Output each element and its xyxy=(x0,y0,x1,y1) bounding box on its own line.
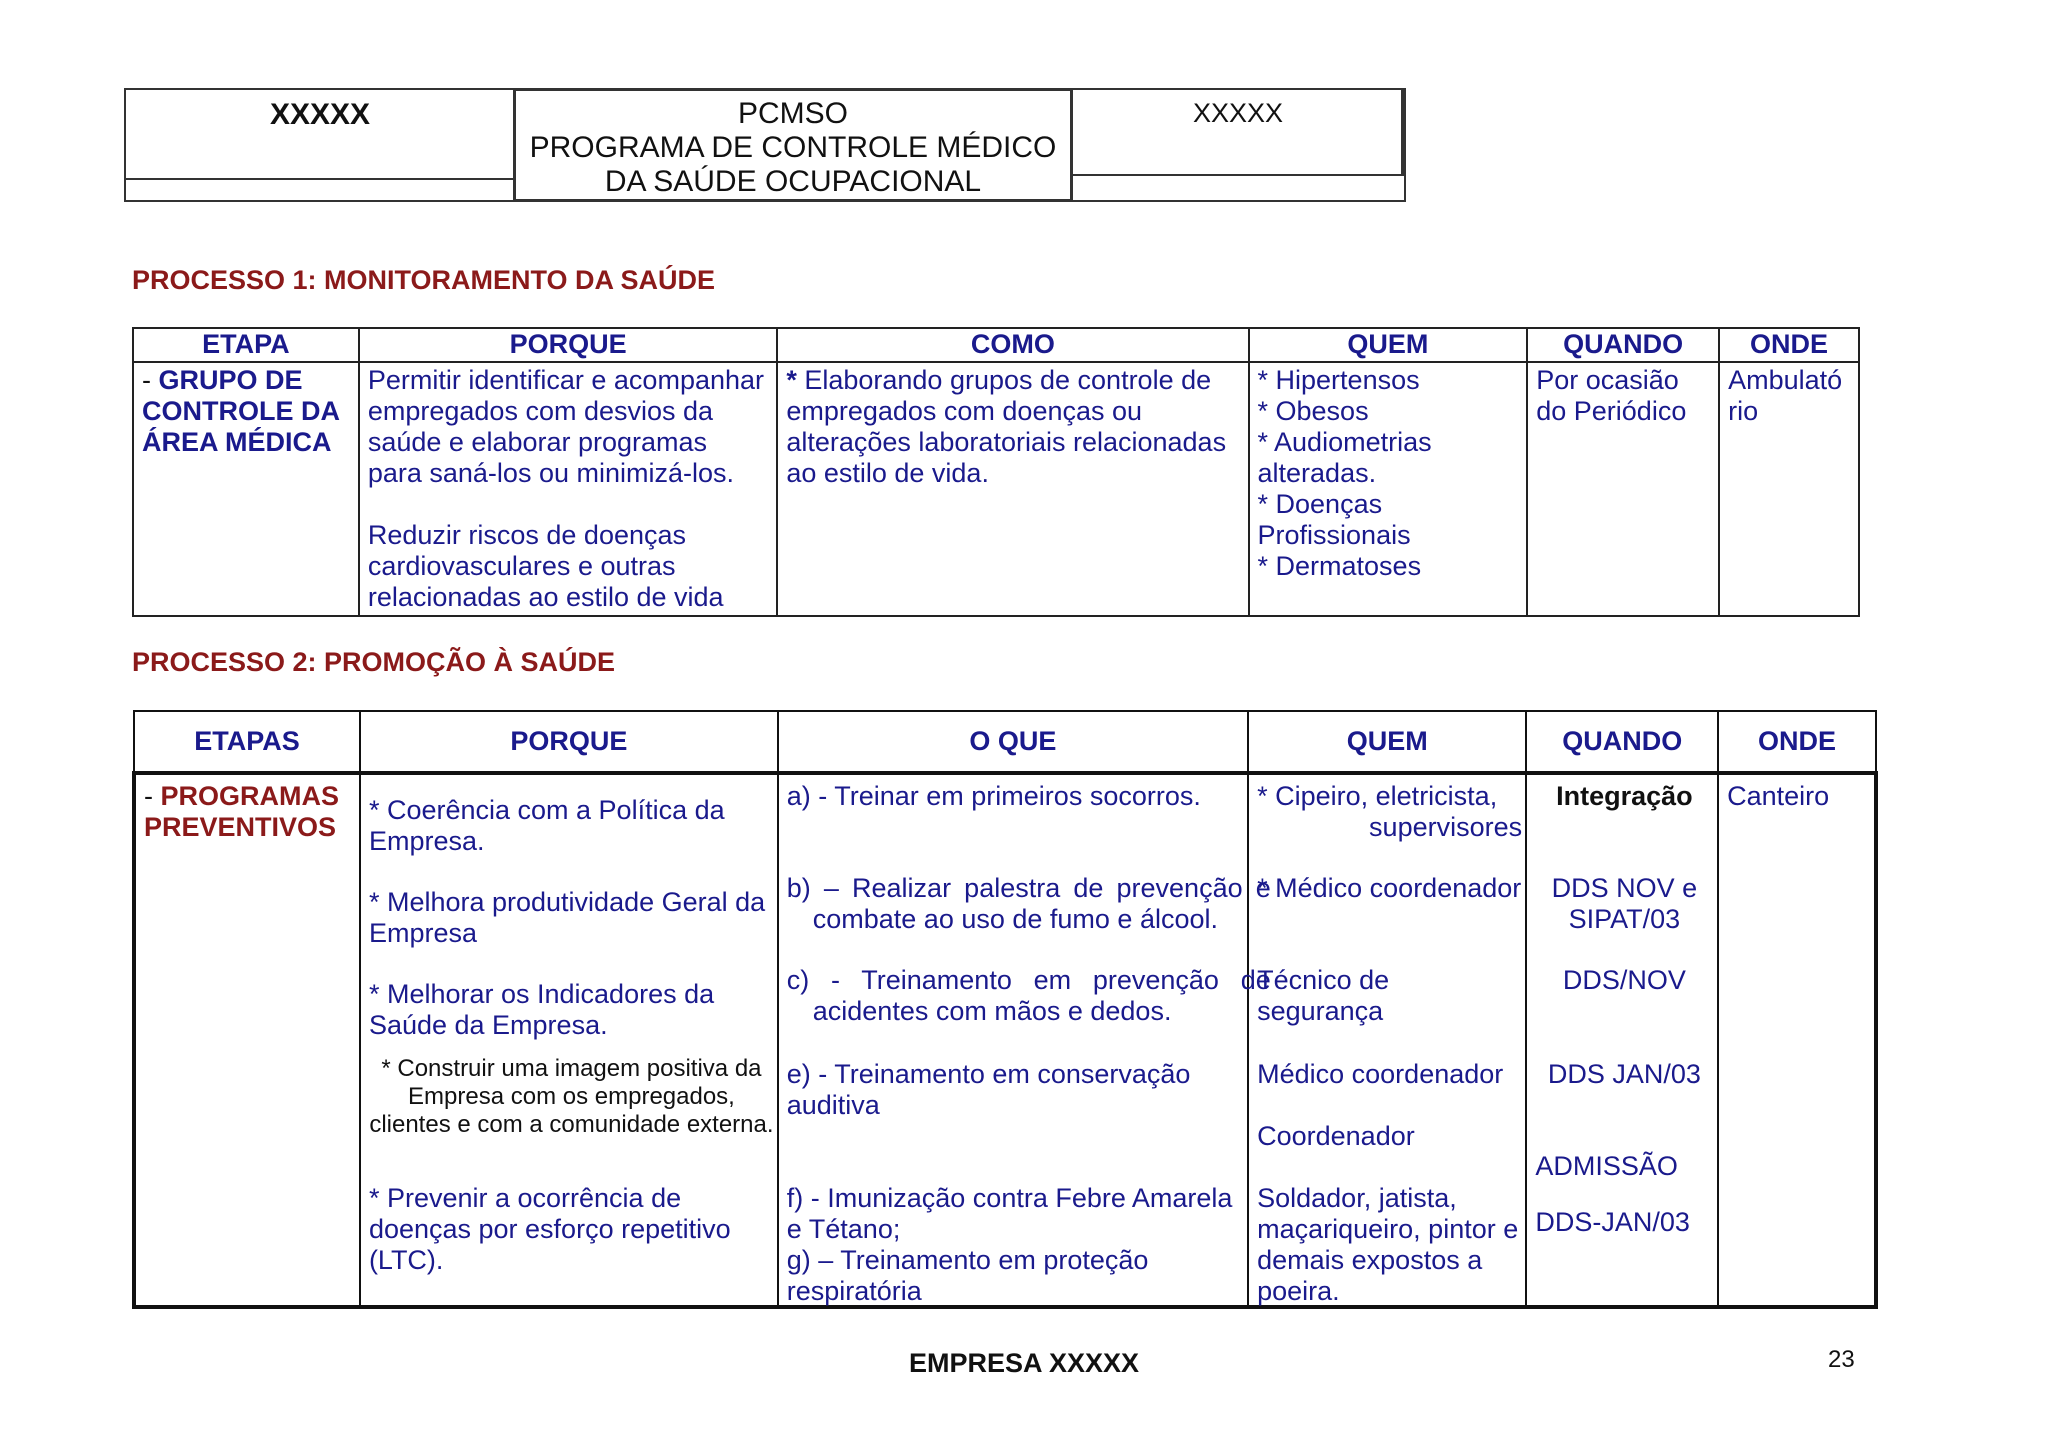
process2-title: PROCESSO 2: PROMOÇÃO À SAÚDE xyxy=(132,647,616,677)
p1-quando-cell: Por ocasião do Periódico xyxy=(1527,362,1719,616)
header-center-box xyxy=(513,88,1073,202)
page-number: 23 xyxy=(1828,1346,1855,1373)
p1-etapa-dash: - xyxy=(142,365,159,395)
p1-header-porque: PORQUE xyxy=(359,328,777,362)
p1-header-etapa: ETAPA xyxy=(133,328,359,362)
p1-etapa-cell xyxy=(133,362,359,616)
p2-etapa-text: PROGRAMAS PREVENTIVOS xyxy=(144,781,340,842)
p2-porque-3: * Melhorar os Indicadores da Saúde da Empresa. xyxy=(368,979,715,1040)
p1-onde-cell: Ambulatório xyxy=(1719,362,1859,616)
p1-header-quem: QUEM xyxy=(1249,328,1528,362)
p2-quem-1: * Cipeiro, eletricista, xyxy=(1257,781,1498,811)
header-center-line3: DA SAÚDE OCUPACIONAL xyxy=(604,165,982,198)
p2-quem-5: Médico coordenador xyxy=(1257,1059,1504,1089)
p1-quem-cell xyxy=(1249,362,1528,616)
p2-quem-cell xyxy=(1248,773,1526,1307)
p2-onde-cell: Canteiro xyxy=(1718,773,1876,1307)
list-item: * Doenças Profissionais xyxy=(1257,489,1411,550)
p2-quem-7: Soldador, jatista, maçariqueiro, pintor e demais expostos a poeira. xyxy=(1257,1183,1519,1306)
p1-como-star: * xyxy=(786,365,797,395)
p2-porque-1: * Coerência com a Política da Empresa. xyxy=(368,795,725,856)
p2-header-etapas: ETAPAS xyxy=(134,711,360,773)
list-item: * Audiometrias alteradas. xyxy=(1257,427,1432,488)
p2-quem-3: * Médico coordenador xyxy=(1257,873,1522,903)
p2-quando-cell xyxy=(1526,773,1718,1307)
footer-company: EMPRESA XXXXX xyxy=(908,1348,1140,1378)
p1-header-onde: ONDE xyxy=(1719,328,1859,362)
p2-header-onde: ONDE xyxy=(1718,711,1876,773)
p2-porque-4: * Construir uma imagem positiva da Empresa com os empregados, clientes e com a comunidade externa. xyxy=(369,1055,774,1138)
p2-quando-1: Integração xyxy=(1556,781,1693,811)
p2-oque-cell xyxy=(778,773,1271,1307)
list-item: * Dermatoses xyxy=(1257,551,1422,581)
p1-como-cell xyxy=(777,362,1248,616)
header-center-line2: PROGRAMA DE CONTROLE MÉDICO xyxy=(529,131,1057,164)
p2-header-porque: PORQUE xyxy=(360,711,778,773)
p2-header-quem: QUEM xyxy=(1248,711,1526,773)
p1-header-como: COMO xyxy=(777,328,1248,362)
table-row xyxy=(134,773,1876,1307)
p2-porque-2: * Melhora produtividade Geral da Empresa xyxy=(368,887,766,948)
p1-porque-1: Permitir identificar e acompanhar empregados com desvios da saúde e elaborar programas para saná-los ou minimizá-los. xyxy=(367,365,765,488)
process2-table xyxy=(132,710,1878,1309)
p2-quando-3: DDS/NOV xyxy=(1562,965,1686,995)
p2-quem-4: Técnico de segurança xyxy=(1257,965,1390,1026)
p2-quem-2: supervisores xyxy=(1369,812,1523,842)
p1-como-text: Elaborando grupos de controle de empregados com doenças ou alterações laboratoriais relacionadas ao estilo de vida. xyxy=(786,365,1227,488)
p2-quem-6: Coordenador xyxy=(1257,1121,1415,1151)
p2-porque-cell xyxy=(360,773,778,1307)
p2-quando-2: DDS NOV e SIPAT/03 xyxy=(1551,873,1698,934)
p2-etapa-cell xyxy=(134,773,360,1307)
p2-oque-b: b) – Realizar palestra de prevenção e combate ao uso de fumo e álcool. xyxy=(786,873,1271,934)
process1-title: PROCESSO 1: MONITORAMENTO DA SAÚDE xyxy=(132,265,716,295)
p2-quando-5: ADMISSÃO xyxy=(1535,1151,1678,1181)
p2-oque-f: f) - Imunização contra Febre Amarela e Tétano; xyxy=(786,1183,1233,1244)
list-item: * Obesos xyxy=(1257,396,1369,426)
p2-quando-6: DDS-JAN/03 xyxy=(1535,1207,1690,1237)
p2-header-oque: O QUE xyxy=(778,711,1248,773)
p2-oque-g: g) – Treinamento em proteção respiratória xyxy=(786,1245,1149,1306)
p1-porque-cell xyxy=(359,362,777,616)
table-row xyxy=(133,362,1859,616)
process1-table xyxy=(132,327,1860,617)
p1-etapa-text: GRUPO DE CONTROLE DA ÁREA MÉDICA xyxy=(142,365,339,457)
p1-header-quando: QUANDO xyxy=(1527,328,1719,362)
p2-quando-4: DDS JAN/03 xyxy=(1547,1059,1701,1089)
p1-porque-2: Reduzir riscos de doenças cardiovasculares e outras relacionadas ao estilo de vida xyxy=(367,520,724,612)
header-center-line1: PCMSO xyxy=(737,97,848,130)
header-left-text: XXXXX xyxy=(269,98,371,131)
p2-oque-c: c) - Treinamento em prevenção de acidentes com mãos e dedos. xyxy=(786,965,1271,1026)
p2-header-quando: QUANDO xyxy=(1526,711,1718,773)
header-right-text: XXXXX xyxy=(1192,98,1284,128)
list-item: * Hipertensos xyxy=(1257,365,1420,395)
p2-porque-5: * Prevenir a ocorrência de doenças por esforço repetitivo (LTC). xyxy=(368,1183,731,1275)
header-right-box xyxy=(1070,88,1406,202)
p2-etapa-dash: - xyxy=(144,781,161,811)
p2-oque-e: e) - Treinamento em conservação auditiva xyxy=(786,1059,1191,1120)
header-left-box xyxy=(124,88,516,202)
p2-oque-a: a) - Treinar em primeiros socorros. xyxy=(786,781,1201,811)
